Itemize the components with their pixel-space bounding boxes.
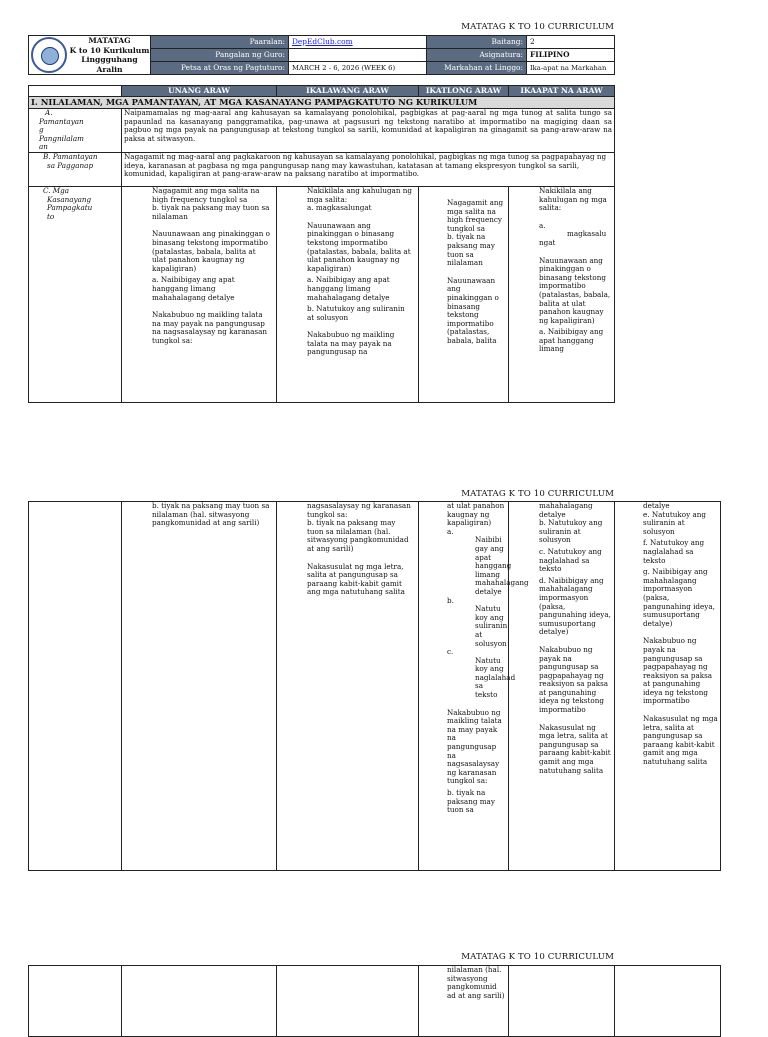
subject-value: FILIPINO xyxy=(527,49,615,62)
date-value: MARCH 2 - 6, 2026 (WEEK 6) xyxy=(289,62,427,75)
day-5-cont: detalye e. Natutukoy ang suliranin at solusyon f. Natutukoy ang naglalahad sa teksto g. Naibibigay ang mahahalagang impormasyon (paksa, pangunahing ideya, sumusuportang detalye) Nakabubuo ng payak na pangungusap sa pagpapahayag ng reaksiyon sa paksa at pangunahing ideya ng tekstong impormatibo Nakasusulat ng mga letra, salita at pangungusap sa paraang kabit-kabit gamit ang mga natutuhang salita xyxy=(615,502,721,871)
day-4-cont: mahahalagang detalye b. Natutukoy ang suliranin at solusyon c. Natutukoy ang naglalahad sa teksto d. Naibibigay ang mahahalagang impormasyon (paksa, pangunahing ideya, sumusuportang detalye) Nakabubuo ng payak na pangungusap sa pagpapahayag ng reaksiyon sa paksa at pangunahing ideya ng tekstong impormatibo Nakasusulat ng mga letra, salita at pangungusap sa paraang kabit-kabit gamit ang mga natutuhang salita xyxy=(509,502,615,871)
row-a-label: A. Pamantayan g Pangnilalam an xyxy=(29,109,122,153)
day-2-header: IKALAWANG ARAW xyxy=(277,86,419,97)
date-label: Petsa at Oras ng Pagtuturo: xyxy=(151,62,289,75)
day-1-cont: b. tiyak na paksang may tuon sa nilalaman (hal. sitwasyong pangkomunidad at ang sarili) xyxy=(122,502,277,871)
day-4-competencies: Nakikilala ang kahulugan ng mga salita: a. magkasalu ngat Nauunawaan ang pinakinggan o binasang tekstong impormatibo (patalastas, babala, balita at ulat panahon kaugnay ng kapaligiran) a. Naibibigay ang apat hanggang limang xyxy=(509,186,615,402)
row-b-label: B. Pamantayan sa Pagganap xyxy=(29,152,122,186)
teacher-label: Pangalan ng Guro: xyxy=(151,49,289,62)
school-label: Paaralan: xyxy=(151,36,289,49)
quarter-label: Markahan at Linggo: xyxy=(427,62,527,75)
day-2-competencies: Nakikilala ang kahulugan ng mga salita: a. magkasalungat Nauunawaan ang pinakinggan o binasang tekstong impormatibo (patalastas, babala, balita at ulat panahon kaugnay ng kapaligiran) a. Naibibigay ang apat hanggang limang mahahalagang detalye b. Natutukoy ang suliranin at solusyon Nakabubuo ng maikling talata na may payak na pangungusap na xyxy=(277,186,419,402)
day-1-header: UNANG ARAW xyxy=(122,86,277,97)
day-4-header: IKAAPAT NA ARAW xyxy=(509,86,615,97)
curriculum-header-3: MATATAG K TO 10 CURRICULUM xyxy=(461,952,614,962)
day-2-cont: nagsasalaysay ng karanasan tungkol sa: b. tiyak na paksang may tuon sa nilalaman (hal. sitwasyong pangkomunidad at ang sarili) Nakasusulat ng mga letra, salita at pangungusap sa paraang kabit-kabit gamit ang mga natutuhang salita xyxy=(277,502,419,871)
grade-value: 2 xyxy=(527,36,615,49)
day-1-competencies: Nagagamit ang mga salita na high frequency tungkol sa b. tiyak na paksang may tuon sa nilalaman Nauunawaan ang pinakinggan o binasang tekstong impormatibo (patalastas, babala, balita at ulat panahon kaugnay ng kapaligiran) a. Naibibigay ang apat hanggang limang mahahalagang detalye Nakabubuo ng maikling talata na may payak na pangungusap na nagsasalaysay ng karanasan tungkol sa: xyxy=(122,186,277,402)
curriculum-header-2: MATATAG K TO 10 CURRICULUM xyxy=(461,489,614,499)
school-value xyxy=(289,36,427,49)
grade-label: Baitang: xyxy=(427,36,527,49)
teacher-value xyxy=(289,49,427,62)
day-3-cont: at ulat panahon kaugnay ng kapaligiran) a. Naibibi gay ang apat hanggang limang mahahalagang detalye b. Natutu koy ang suliranin at solusyon c. Natutu koy ang naglalahad sa teksto Nakabubuo ng maikling talata na may payak na pangungusap na nagsasalaysay ng karanasan tungkol sa: b. tiyak na paksang may tuon sa xyxy=(419,502,509,871)
logo-subtitle: K to 10 Kurikulum xyxy=(69,45,150,55)
section-title: I. NILALAMAN, MGA PAMANTAYAN, AT MGA KASANAYANG PAMPAGKATUTO NG KURIKULUM xyxy=(29,97,615,109)
row-b-content: Nagagamit ng mag-aaral ang pagkakaroon ng kahusayan sa kamalayang ponolohikal, pagbigkas ng mga tunog sa pagpapahayag ng ideya, karanasan at pagbasa ng mga pangungusap nang may kawastuhan, katatasan at tamang ekspresyon tungkol sa sarili, komunidad, kapaligiran at pang-araw-araw na paksang naratibo at impormatibo. xyxy=(122,152,615,186)
header-table xyxy=(28,35,615,75)
day-3-header: IKATLONG ARAW xyxy=(419,86,509,97)
curriculum-header: MATATAG K TO 10 CURRICULUM xyxy=(461,22,614,32)
continuation-table-2 xyxy=(28,965,721,1037)
quarter-value: Ika-apat na Markahan xyxy=(527,62,615,75)
row-c-label: C. Mga Kasanayang Pampagkatu to xyxy=(29,186,122,402)
logo-subtitle-2: Linggguhang Aralin xyxy=(81,55,138,74)
logo-title: MATATAG xyxy=(88,36,131,45)
logo-cell xyxy=(29,36,151,75)
row-a-content: Naipamamalas ng mag-aaral ang kahusayan sa kamalayang ponolohikal, pagbigkas at pag-aaral ng mga tunog at salita tungo sa papaunlad na kasanayang panggramatika, pag-unawa at pagsusuri ng tekstong naratibo at impormatibo na magiging daan sa pagbuo ng mga payak na pangungusap at tekstong tungkol sa sarili, komunidad at kapaligiran na ginagamit sa pang-araw-araw na paksa at sitwasyon. xyxy=(122,109,615,153)
day-3-cont-2: nilalaman (hal. sitwasyong pangkomunid ad at ang sarili) xyxy=(419,966,509,1037)
main-table xyxy=(28,85,615,403)
day-3-competencies: Nagagamit ang mga salita na high frequency tungkol sa b. tiyak na paksang may tuon sa nilalaman Nauunawaan ang pinakinggan o binasang tekstong impormatibo (patalastas, babala, balita xyxy=(419,186,509,402)
continuation-table xyxy=(28,501,721,871)
subject-label: Asignatura: xyxy=(427,49,527,62)
deped-seal-icon xyxy=(31,37,67,73)
school-link[interactable]: DepEdClub.com xyxy=(292,37,353,46)
